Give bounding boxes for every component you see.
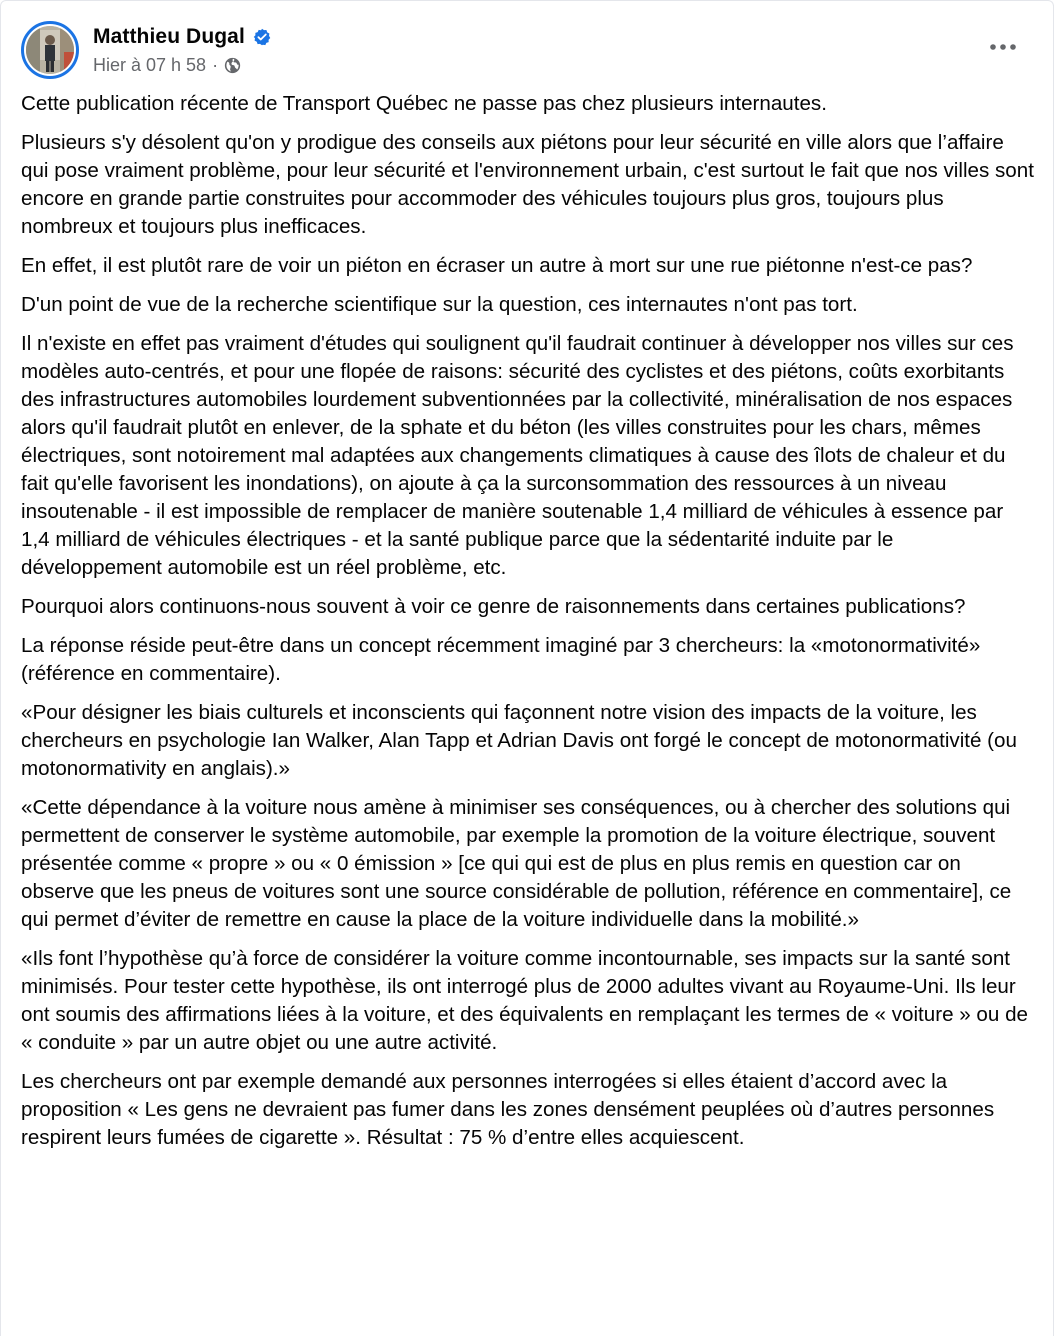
post-paragraph: En effet, il est plutôt rare de voir un piéton en écraser un autre à mort sur une rue piétonne n'est-ce pas? bbox=[21, 254, 973, 277]
globe-icon[interactable] bbox=[224, 57, 241, 74]
more-horizontal-icon bbox=[989, 38, 1017, 56]
post-paragraph: Pourquoi alors continuons-nous souvent à voir ce genre de raisonnements dans certaines publications? bbox=[21, 595, 966, 618]
post-paragraph: Il n'existe en effet pas vraiment d'études qui soulignent qu'il faudrait continuer à développer nos villes sur ces modèles auto-centrés, et pour une flopée de raisons: sécurité des cyclistes et des piétons, coûts exorbitants des infrastructures automobiles lourdement subventionnées par la collectivité, minéralisation de nos espaces alors qu'il faudrait plutôt en enlever, de la sphate et du béton (les villes construites pour les chars, mêmes électriques, sont notoirement mal adaptées aux changements climatiques à cause des îlots de chaleur et du fait qu'elle favorisent les inondations), on ajoute à ça la surconsommation des ressources à un niveau insoutenable - il est impossible de remplacer de manière soutenable 1,4 milliard de véhicules à essence par 1,4 milliard de véhicules électriques - et la santé publique parce que la sédentarité induite par le développement automobile est un réel problème, etc. bbox=[21, 332, 1014, 579]
post-subline bbox=[93, 55, 271, 76]
separator-dot: · bbox=[212, 54, 219, 75]
post-paragraph: D'un point de vue de la recherche scientifique sur la question, ces internautes n'ont pas tort. bbox=[21, 293, 858, 316]
post-body bbox=[21, 90, 1035, 1163]
author-name[interactable]: Matthieu Dugal bbox=[93, 24, 245, 48]
author-avatar[interactable] bbox=[21, 21, 79, 79]
post-paragraph: Plusieurs s'y désolent qu'on y prodigue des conseils aux piétons pour leur sécurité en ville alors que l’affaire qui pose vraiment problème, pour leur sécurité et l'environnement urbain, c'est surtout le fait que nos villes sont encore en grande partie construites pour accommoder des véhicules toujours plus gros, toujours plus nombreux et toujours plus inefficaces. bbox=[21, 131, 1034, 238]
post-paragraph: Les chercheurs ont par exemple demandé aux personnes interrogées si elles étaient d’accord avec la proposition « Les gens ne devraient pas fumer dans les zones densément peuplées où d’autres personnes respirent leurs fumées de cigarette ». Résultat : 75 % d’entre elles acquiescent. bbox=[21, 1070, 995, 1149]
post-header bbox=[21, 19, 1033, 81]
post-paragraph: «Cette dépendance à la voiture nous amène à minimiser ses conséquences, ou à chercher des solutions qui permettent de conserver le système automobile, par exemple la promotion de la voiture électrique, souvent présentée comme « propre » ou « 0 émission » [ce qui qui est de plus en plus remis en question car on observe que les pneus de voitures sont une source considérable de pollution, référence en commentaire], ce qui permet d’éviter de remettre en cause la place de la voiture individuelle dans la mobilité.» bbox=[21, 796, 1012, 931]
post-paragraph: La réponse réside peut-être dans un concept récemment imaginé par 3 chercheurs: la «motonormativité» (référence en commentaire). bbox=[21, 634, 981, 685]
post-timestamp[interactable]: Hier à 07 h 58 bbox=[93, 54, 207, 75]
post-paragraph: «Ils font l’hypothèse qu’à force de considérer la voiture comme incontournable, ses impacts sur la santé sont minimisés. Pour tester cette hypothèse, ils ont interrogé plus de 2000 adultes vivant au Royaume-Uni. Ils leur ont soumis des affirmations liées à la voiture, et des équivalents en remplaçant les termes de « voiture » ou de « conduite » par un autre objet ou une autre activité. bbox=[21, 947, 1028, 1054]
post-meta bbox=[93, 25, 271, 76]
more-options-button[interactable] bbox=[983, 31, 1023, 63]
post-paragraph: «Pour désigner les biais culturels et inconscients qui façonnent notre vision des impacts de la voiture, les chercheurs en psychologie Ian Walker, Alan Tapp et Adrian Davis ont forgé le concept de motonormativité (ou motonormativity en anglais).» bbox=[21, 701, 1017, 780]
avatar-photo bbox=[26, 26, 74, 74]
post-paragraph: Cette publication récente de Transport Québec ne passe pas chez plusieurs internautes. bbox=[21, 92, 827, 115]
verified-badge-icon bbox=[253, 28, 271, 46]
author-row bbox=[93, 25, 271, 49]
